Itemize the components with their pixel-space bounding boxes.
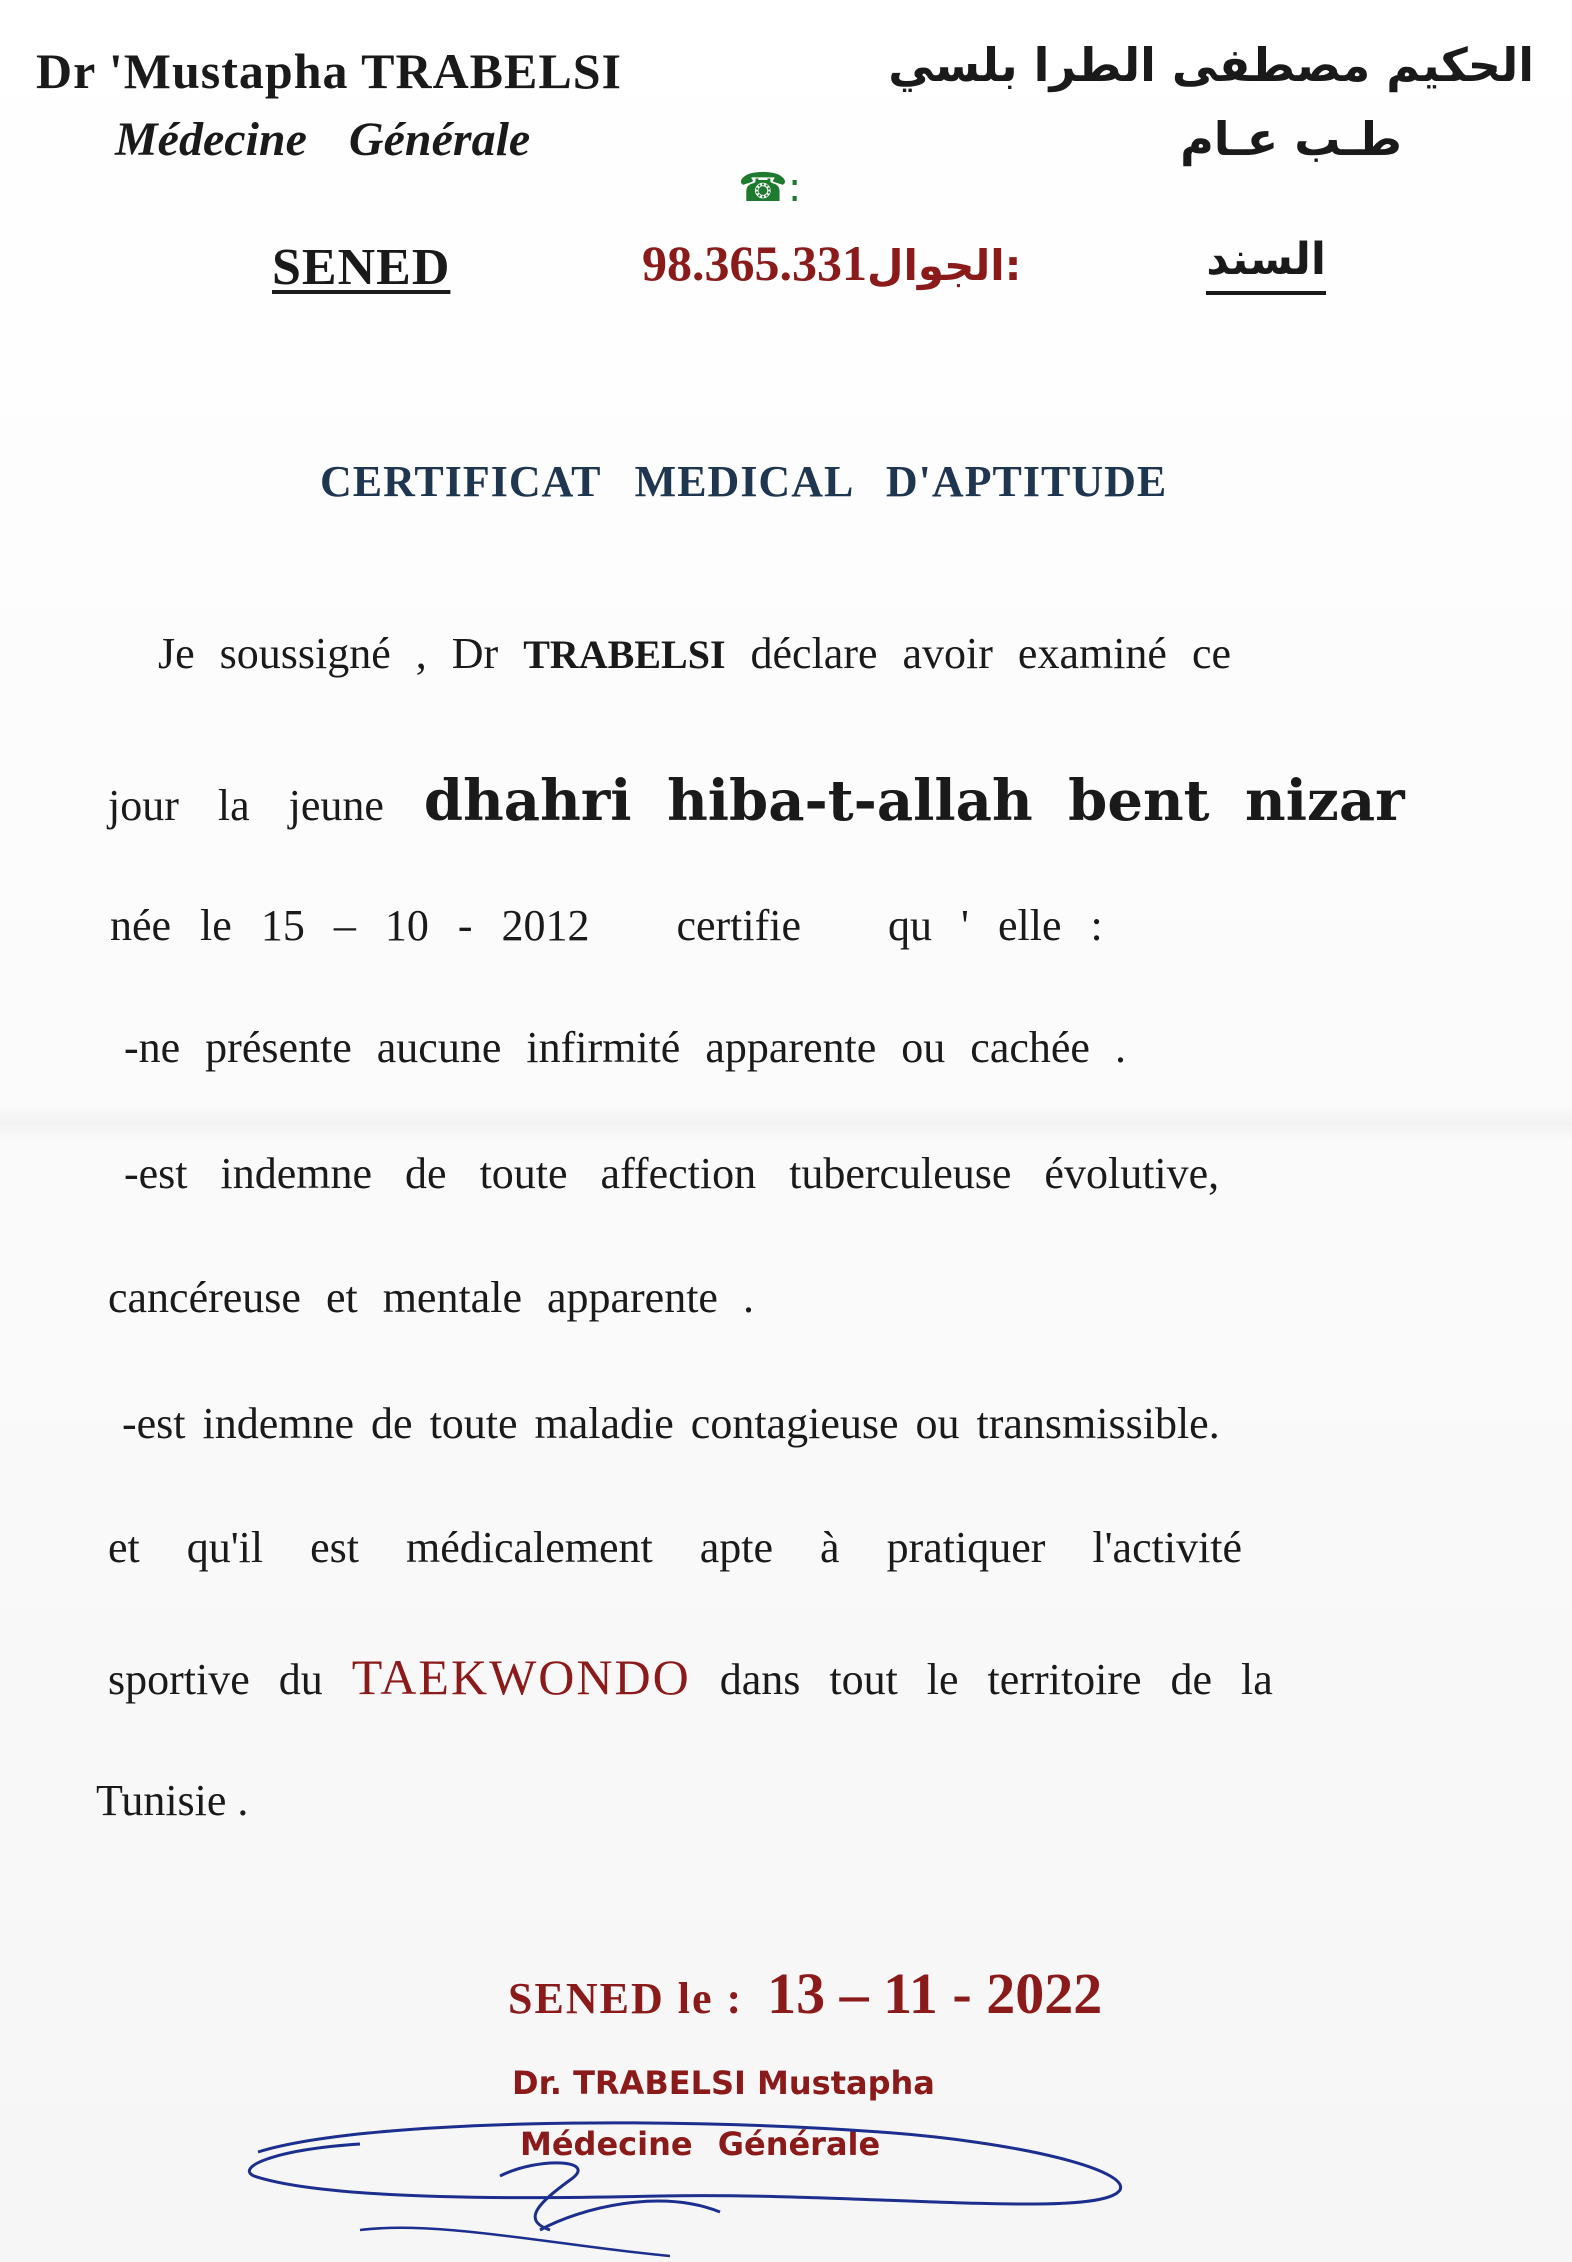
doctor-specialty-arabic: طـب عـام (1180, 112, 1402, 166)
patient-name: dhahri hiba-t-allah bent nizar (423, 768, 1405, 834)
doctor-name-arabic: الحكيم مصطفى الطرا بلسي (888, 38, 1534, 92)
birth-date-line: née le 15 – 10 - 2012 certifie qu ' elle : (110, 901, 1103, 950)
phone-line (738, 165, 801, 211)
stamp-doctor-name: Dr. TRABELSI Mustapha (512, 2064, 935, 2102)
mobile-contact (642, 234, 1021, 292)
line2-pre: jour la jeune (108, 781, 384, 830)
doctor-name: Dr 'Mustapha TRABELSI (36, 43, 622, 99)
line9-post: dans tout le territoire de la (719, 1655, 1273, 1704)
line1-post: déclare avoir examiné ce (750, 629, 1232, 678)
certificate-date: 13 – 11 - 2022 (767, 1961, 1103, 2026)
body-line-2 (108, 768, 1405, 834)
condition-line-2-cont: cancéreuse et mentale apparente . (108, 1273, 754, 1322)
condition-line-1: -ne présente aucune infirmité apparente ou cachée . (124, 1023, 1126, 1072)
condition-line-3: -est indemne de toute maladie contagieuse ou transmissible. (122, 1399, 1220, 1448)
sport-name: TAEKWONDO (351, 1649, 691, 1705)
signature (240, 2080, 1160, 2260)
place-label: SENED le : (508, 1974, 744, 2023)
line9-pre: sportive du (108, 1655, 323, 1704)
aptitude-line: et qu'il est médicalement apte à pratiquer l'activité (108, 1523, 1243, 1572)
paper-fold (0, 1105, 1572, 1141)
mobile-label-arabic: الجوال: (867, 241, 1022, 290)
certificate-title: CERTIFICAT MEDICAL D'APTITUDE (320, 457, 1168, 506)
city-name-arabic: السند (1206, 234, 1326, 295)
telephone-icon: ☎ (738, 165, 788, 211)
line1-doctor-name: TRABELSI (523, 632, 726, 677)
country-line: Tunisie . (96, 1776, 249, 1825)
mobile-number: 98.365.331 (642, 235, 867, 291)
phone-icon-suffix: : (787, 165, 802, 211)
condition-line-2: -est indemne de toute affection tuberculeuse évolutive, (124, 1149, 1220, 1198)
city-name: SENED (272, 239, 451, 296)
place-and-date (508, 1960, 1102, 2027)
line1-pre: Je soussigné , Dr (158, 629, 499, 678)
stamp-specialty: Médecine Générale (520, 2125, 881, 2163)
sport-line (108, 1648, 1273, 1706)
doctor-specialty: Médecine Générale (115, 113, 531, 166)
body-line-1 (158, 628, 1231, 679)
